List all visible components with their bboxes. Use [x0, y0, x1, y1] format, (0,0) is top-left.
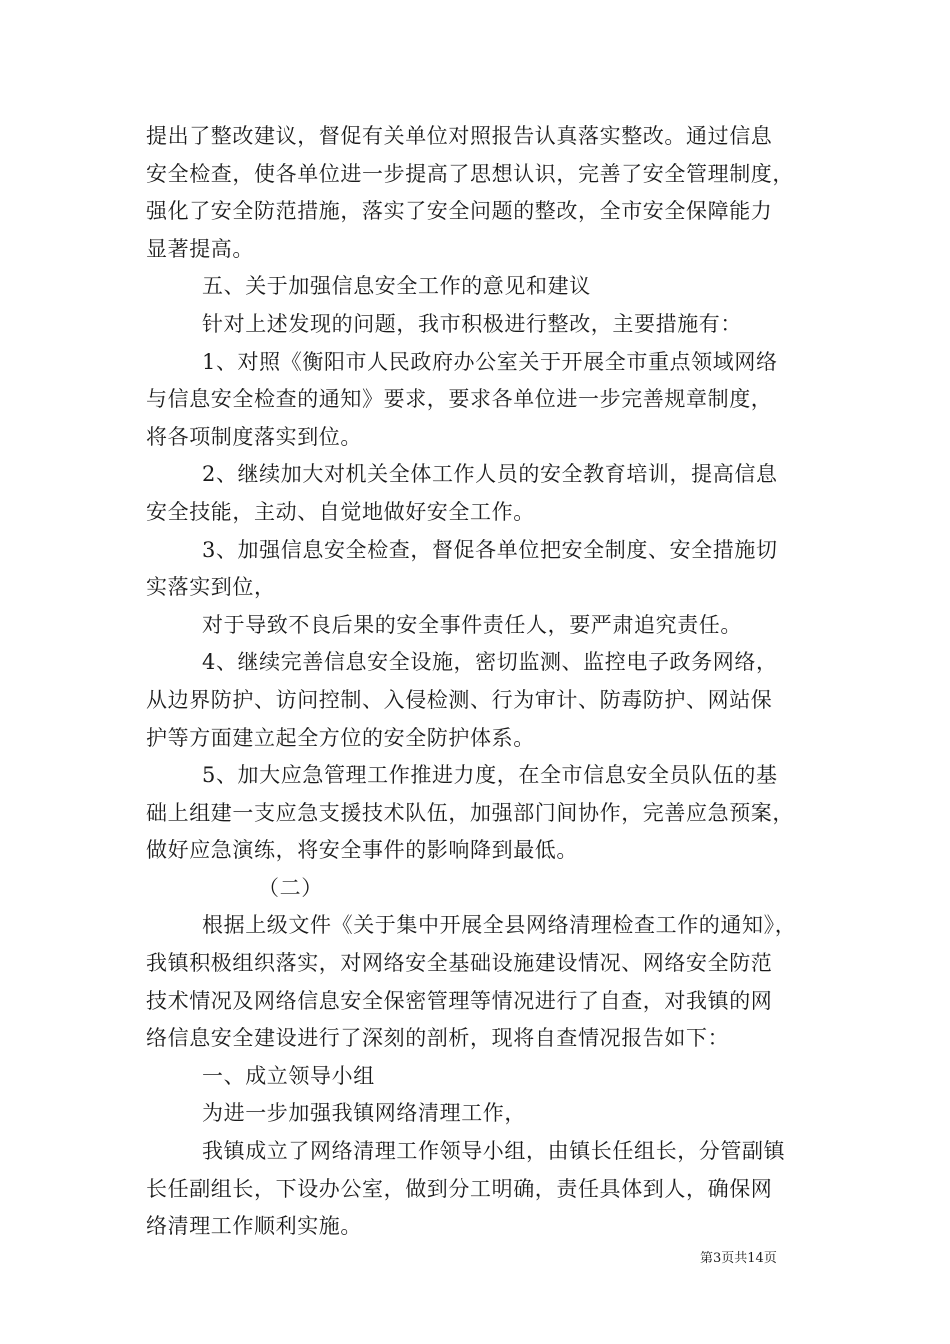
text-line: 与信息安全检查的通知》要求，要求各单位进一步完善规章制度， [146, 387, 773, 412]
text-line: 技术情况及网络信息安全保密管理等情况进行了自查，对我镇的网 [146, 988, 773, 1013]
text-line: 根据上级文件《关于集中开展全县网络清理检查工作的通知》， [202, 913, 797, 938]
text-line: 我镇成立了网络清理工作领导小组，由镇长任组长，分管副镇 [202, 1139, 786, 1164]
text-line: 2、继续加大对机关全体工作人员的安全教育培训，提高信息 [202, 462, 778, 487]
text-line: 一、成立领导小组 [202, 1063, 375, 1088]
text-line: 我镇积极组织落实，对网络安全基础设施建设情况、网络安全防范 [146, 951, 773, 976]
text-line: 做好应急演练，将安全事件的影响降到最低。 [146, 838, 578, 863]
text-line: 护等方面建立起全方位的安全防护体系。 [146, 725, 535, 750]
text-line: 强化了安全防范措施，落实了安全问题的整改，全市安全保障能力 [146, 199, 773, 224]
text-line: 显著提高。 [146, 236, 254, 261]
text-line: 4、继续完善信息安全设施，密切监测、监控电子政务网络， [202, 650, 778, 675]
text-line: 络清理工作顺利实施。 [146, 1214, 362, 1239]
document-body [146, 118, 818, 1246]
text-line: 五、关于加强信息安全工作的意见和建议 [202, 274, 591, 299]
text-line: 络信息安全建设进行了深刻的剖析，现将自查情况报告如下： [146, 1026, 730, 1051]
text-line: 1、对照《衡阳市人民政府办公室关于开展全市重点领域网络 [202, 349, 778, 374]
text-line: 从边界防护、访问控制、入侵检测、行为审计、防毒防护、网站保 [146, 687, 773, 712]
text-line: 安全检查，使各单位进一步提高了思想认识，完善了安全管理制度， [146, 161, 794, 186]
page-number: 第3页共14页 [700, 1251, 777, 1266]
text-line: 安全技能，主动、自觉地做好安全工作。 [146, 499, 535, 524]
text-line: 5、加大应急管理工作推进力度，在全市信息安全员队伍的基 [202, 763, 778, 788]
text-line: 提出了整改建议，督促有关单位对照报告认真落实整改。通过信息 [146, 124, 773, 148]
text-line: 对于导致不良后果的安全事件责任人，要严肃追究责任。 [202, 612, 742, 637]
text-line: 将各项制度落实到位。 [146, 424, 362, 449]
text-line: （二） [258, 875, 323, 900]
text-line: 础上组建一支应急支援技术队伍，加强部门间协作，完善应急预案， [146, 800, 794, 825]
text-line: 实落实到位， [146, 575, 276, 600]
text-line: 3、加强信息安全检查，督促各单位把安全制度、安全措施切 [202, 537, 778, 562]
text-line: 针对上述发现的问题，我市积极进行整改，主要措施有： [202, 311, 742, 336]
text-line: 为进一步加强我镇网络清理工作， [202, 1101, 526, 1126]
text-line: 长任副组长，下设办公室，做到分工明确，责任具体到人，确保网 [146, 1176, 773, 1201]
